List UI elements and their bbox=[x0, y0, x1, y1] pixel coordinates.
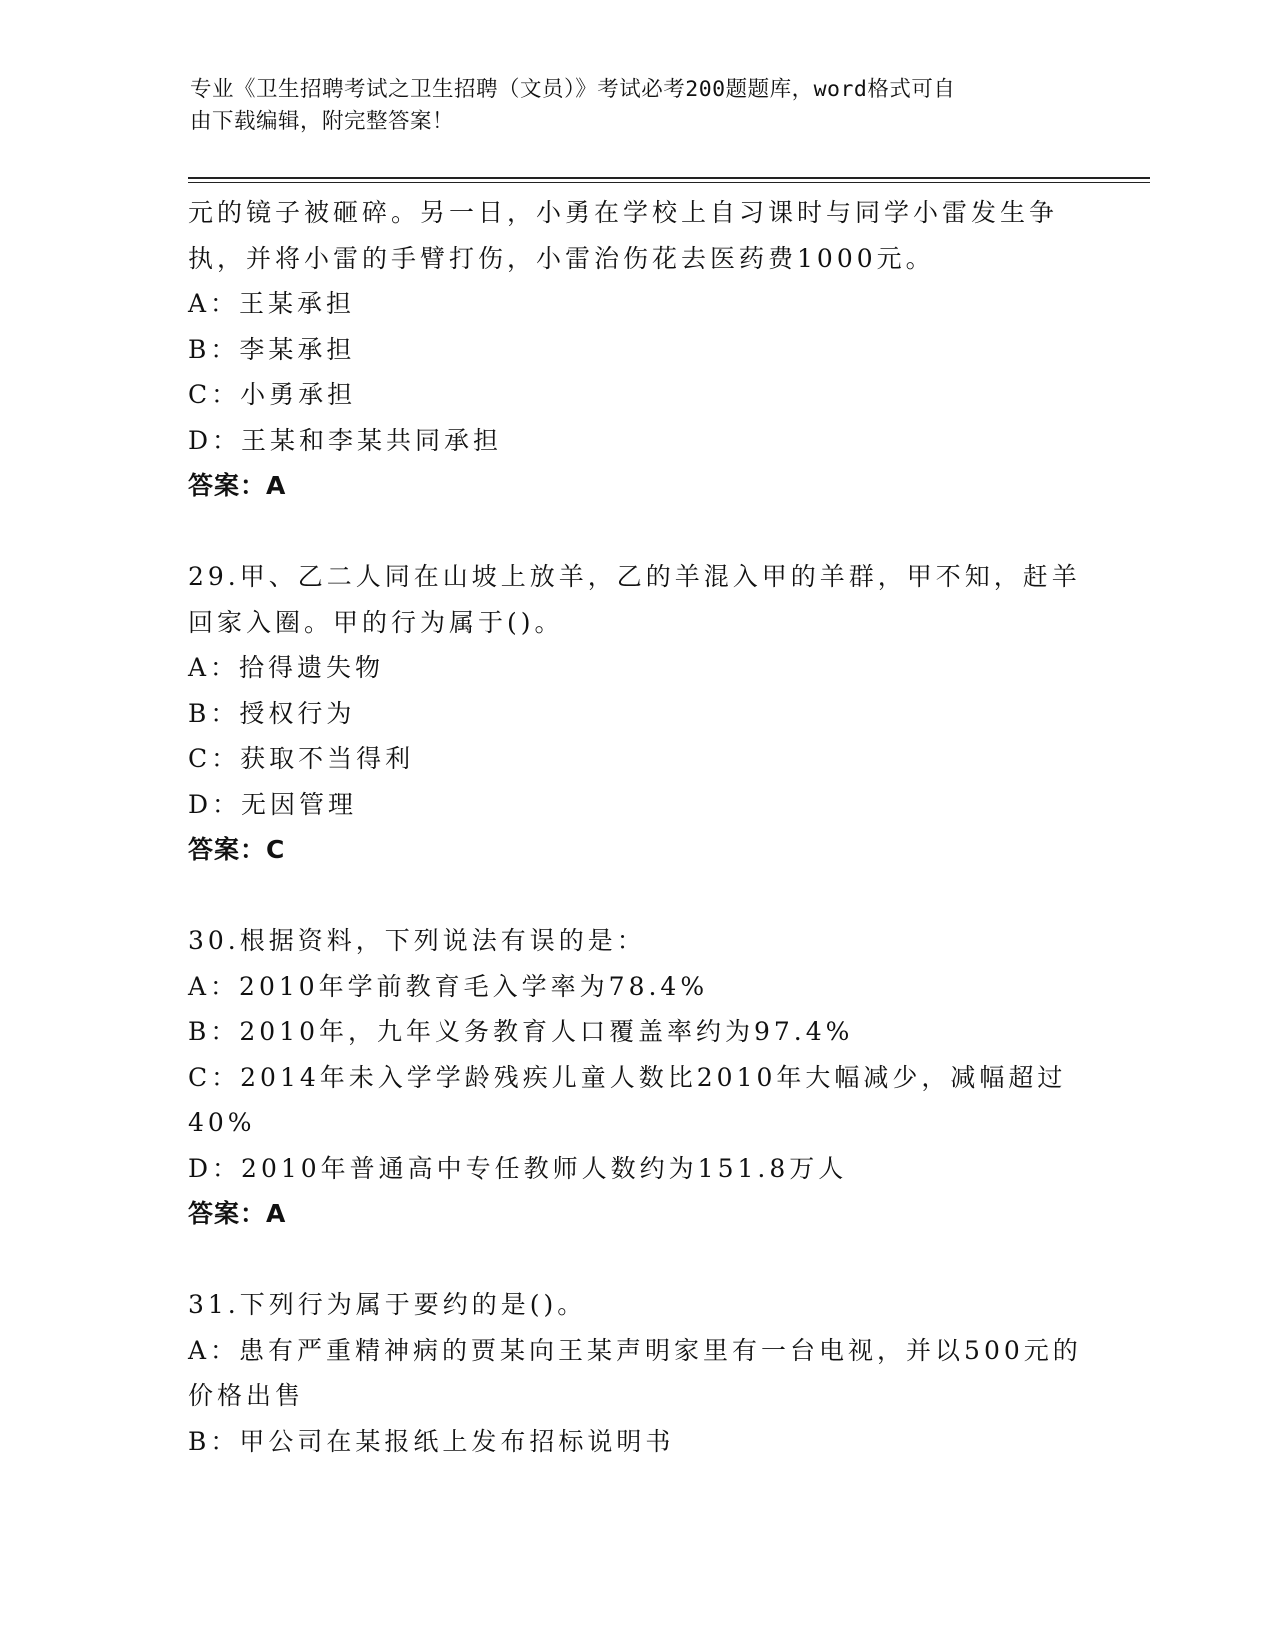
option-b: B：授权行为 bbox=[188, 698, 356, 728]
option-a: A：拾得遗失物 bbox=[188, 653, 385, 682]
question-spacer bbox=[188, 1237, 1088, 1283]
option-c: C：2014年未入学学龄残疾儿童人数比2010年大幅减少，减幅超过 bbox=[188, 1062, 1067, 1092]
question-stem-line: 29.甲、乙二人同在山坡上放羊，乙的羊混入甲的羊群，甲不知，赶羊 bbox=[188, 562, 1081, 591]
question-spacer bbox=[188, 509, 1088, 555]
option-b: B：甲公司在某报纸上发布招标说明书 bbox=[188, 1426, 675, 1456]
option-a: A：患有严重精神病的贾某向王某声明家里有一台电视，并以500元的 bbox=[188, 1335, 1082, 1365]
header-divider-thin bbox=[188, 182, 1150, 183]
page-header bbox=[190, 74, 1070, 138]
question-28 bbox=[188, 190, 1088, 509]
header-divider-thick bbox=[188, 177, 1150, 179]
option-c: C：获取不当得利 bbox=[188, 744, 415, 773]
question-30 bbox=[188, 918, 1088, 1237]
option-b: B：李某承担 bbox=[188, 334, 356, 364]
question-stem-line: 31.下列行为属于要约的是()。 bbox=[188, 1290, 587, 1319]
answer-line: 答案：A bbox=[188, 471, 287, 500]
question-stem-line: 元的镜子被砸碎。另一日，小勇在学校上自习课时与同学小雷发生争 bbox=[188, 198, 1059, 227]
option-d: D：王某和李某共同承担 bbox=[188, 425, 503, 455]
question-stem-line: 回家入圈。甲的行为属于()。 bbox=[188, 607, 564, 637]
option-d: D：无因管理 bbox=[188, 789, 358, 819]
question-list bbox=[188, 190, 1088, 1464]
header-line-2: 由下载编辑，附完整答案！ bbox=[190, 109, 455, 134]
question-stem-line: 30.根据资料，下列说法有误的是： bbox=[188, 926, 646, 955]
question-stem-line: 执，并将小雷的手臂打伤，小雷治伤花去医药费1000元。 bbox=[188, 243, 935, 273]
question-spacer bbox=[188, 873, 1088, 919]
option-c: C：小勇承担 bbox=[188, 380, 357, 409]
answer-line: 答案：A bbox=[188, 1199, 287, 1228]
option-c-continued: 40% bbox=[188, 1108, 256, 1137]
option-a-continued: 价格出售 bbox=[188, 1381, 305, 1410]
option-b: B：2010年，九年义务教育人口覆盖率约为97.4% bbox=[188, 1017, 854, 1046]
option-a: A：2010年学前教育毛入学率为78.4% bbox=[188, 971, 709, 1001]
answer-line: 答案：C bbox=[188, 835, 286, 864]
option-a: A：王某承担 bbox=[188, 289, 356, 318]
question-29 bbox=[188, 554, 1088, 873]
header-line-1: 专业《卫生招聘考试之卫生招聘（文员）》考试必考200题题库，word格式可自 bbox=[190, 77, 956, 102]
question-31 bbox=[188, 1282, 1088, 1464]
option-d: D：2010年普通高中专任教师人数约为151.8万人 bbox=[188, 1153, 848, 1183]
